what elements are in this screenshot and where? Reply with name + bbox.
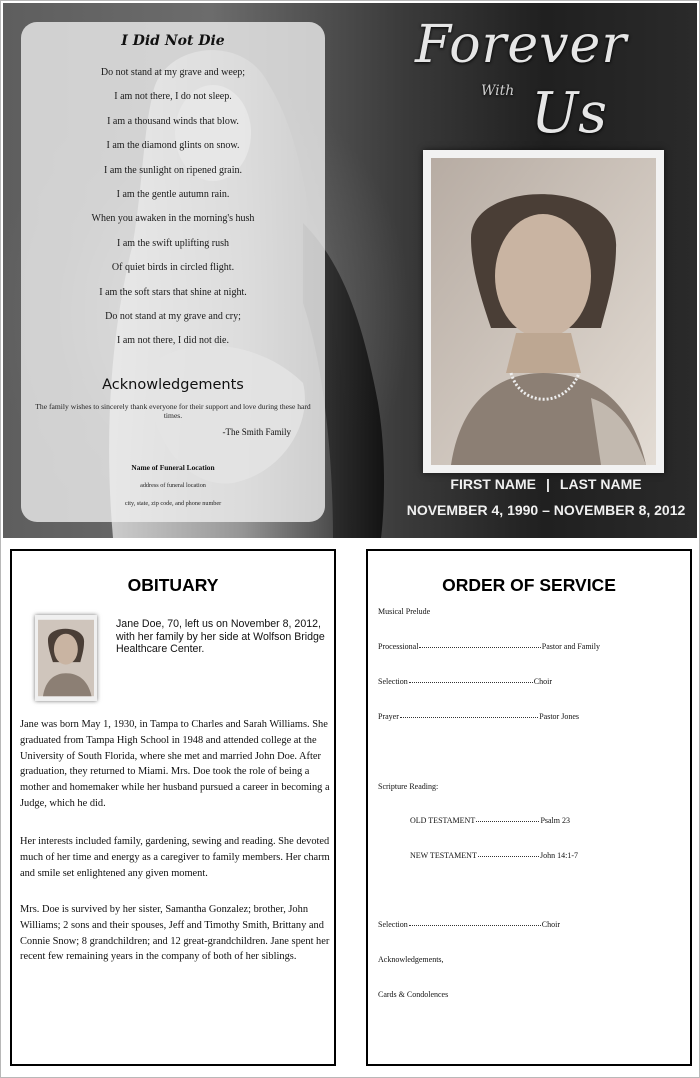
processional-value: Pastor and Family: [541, 642, 600, 651]
obituary-photo: [35, 615, 97, 701]
processional-row: [378, 642, 600, 651]
order-of-service-panel: [366, 549, 692, 1066]
poem-line: When you awaken in the morning's hush: [91, 213, 255, 225]
selection-row: [378, 677, 552, 686]
poem-lines: [21, 61, 325, 354]
prayer-label: Prayer: [378, 712, 399, 721]
prayer-value: Pastor Jones: [539, 712, 579, 721]
poem-line: Of quiet birds in circled flight.: [111, 262, 235, 274]
dot-leader: [409, 920, 541, 926]
name-separator: |: [545, 476, 550, 492]
prayer-row: [378, 712, 579, 721]
processional-label: Processional: [378, 642, 419, 651]
poem-line: I am the gentle autumn rain.: [116, 188, 230, 200]
selection-value-2: Choir: [541, 920, 560, 929]
cover-panel: [3, 3, 697, 538]
portrait-photo: [423, 150, 664, 473]
selection-label: Selection: [378, 677, 408, 686]
woman-portrait-image: [431, 158, 656, 465]
selection-row-2: [378, 920, 560, 929]
poem-line: I am a thousand winds that blow.: [107, 115, 239, 127]
poem-line: Do not stand at my grave and weep;: [100, 67, 246, 78]
obituary-paragraph: Mrs. Doe is survived by her sister, Samantha Gonzalez; brother, John Williams; 2 sons and their spouses, Jeff and Timothy Smith, Brittany and Connie Snow; 8 grandchildren; and 12 great-grandchildren. Jane spent her recent few remaining years in the company of both of her siblings.: [20, 904, 330, 963]
selection-label-2: Selection: [378, 920, 408, 929]
cards-condolences: Cards & Condolences: [378, 990, 449, 999]
new-testament-value: John 14:1-7: [540, 851, 578, 860]
poem-line: Do not stand at my grave and cry;: [105, 310, 241, 322]
dot-leader: [419, 642, 540, 648]
obituary-intro: Jane Doe, 70, left us on November 8, 2012, with her family by her side at Wolfson Bridge Healthcare Center.: [116, 618, 325, 656]
poem-line: I am the soft stars that shine at night.: [99, 286, 247, 298]
poem-line: I am not there, I did not die.: [117, 335, 229, 347]
dot-leader: [400, 712, 538, 718]
acknowledgements-signature: -The Smith Family: [222, 427, 291, 437]
poem-line: I am the sunlight on ripened grain.: [103, 164, 243, 176]
funeral-location-city: city, state, zip code, and phone number: [124, 500, 222, 507]
order-of-service-title: ORDER OF SERVICE: [442, 575, 616, 595]
obituary-paragraph: Jane was born May 1, 1930, in Tampa to Charles and Sarah Williams. She graduated from Tampa High School in 1948 and attended college at the University of South Florida, where she met and married John Doe. After graduation, they returned to Miami. Mrs. Doe took the role of being a mother and homemaker while her husband pursued a career in becoming a Judge, which he did.: [20, 719, 330, 809]
old-testament-row: [410, 816, 570, 825]
deceased-name: [395, 476, 697, 492]
funeral-location-name: Name of Funeral Location: [131, 463, 215, 472]
acknowledgements-title: Acknowledgements: [102, 377, 244, 393]
funeral-location-address: address of funeral location: [140, 482, 206, 489]
new-testament-label: NEW TESTAMENT: [410, 851, 477, 860]
first-name: FIRST NAME: [450, 476, 536, 492]
dot-leader: [478, 851, 539, 857]
old-testament-value: Psalm 23: [540, 816, 570, 825]
poem-line: I am not there, I do not sleep.: [114, 91, 232, 103]
dot-leader: [409, 677, 533, 683]
obituary-panel: [10, 549, 336, 1066]
woman-portrait-thumbnail: [38, 618, 94, 698]
life-dates: NOVEMBER 4, 1990 – NOVEMBER 8, 2012: [406, 502, 686, 518]
poem-card: [21, 22, 325, 522]
obituary-title: OBITUARY: [127, 575, 219, 595]
poem-title: I Did Not Die: [121, 33, 225, 49]
dot-leader: [476, 816, 539, 822]
scripture-reading: Scripture Reading:: [378, 782, 439, 791]
new-testament-row: [410, 851, 578, 860]
poem-line: I am the swift uplifting rush: [117, 237, 229, 249]
cover-title-us: Us: [531, 81, 607, 146]
cover-title-with: With: [481, 83, 515, 99]
obituary-paragraph: Her interests included family, gardening, sewing and reading. She devoted much of her time and energy as a caregiver to family members. Her charm and smile set enlightened any given moment.: [20, 836, 330, 879]
old-testament-label: OLD TESTAMENT: [410, 816, 476, 825]
acknowledgements-body: The family wishes to sincerely thank everyone for their support and love during these hard times.: [35, 402, 311, 420]
musical-prelude: Musical Prelude: [378, 607, 431, 616]
cover-title-forever: Forever: [415, 15, 628, 75]
service-acknowledgements: Acknowledgements,: [378, 955, 444, 964]
poem-line: I am the diamond glints on snow.: [106, 140, 240, 152]
last-name: LAST NAME: [559, 476, 642, 492]
selection-value: Choir: [533, 677, 552, 686]
